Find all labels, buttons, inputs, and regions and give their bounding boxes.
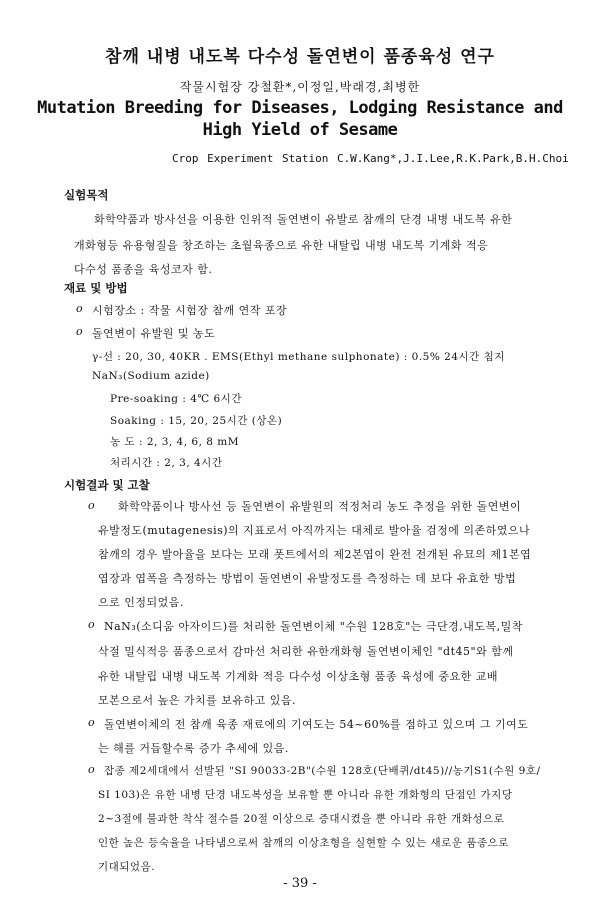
gamma-ray-line: γ-선 : 20, 30, 40KR . EMS(Ethyl methane sulphonate) : 0.5% 24시간 침지 — [92, 351, 505, 363]
bullet-marker: o — [76, 302, 83, 315]
section-heading-purpose: 실험목적 — [64, 188, 109, 202]
result-2-line: 모본으로서 높은 가치를 보유하고 있음. — [98, 694, 296, 707]
result-2-line: 삭절 밀식적응 품종으로서 감마선 처리한 유한개화형 돌연변이체인 "dt45"와 함께 — [98, 645, 514, 658]
bullet-marker: o — [88, 716, 95, 729]
title-english-line-1: Mutation Breeding for Diseases, Lodging Resistance and — [37, 98, 563, 118]
result-3-line: 는 해를 거듭할수록 증가 추세에 있음. — [98, 742, 289, 755]
purpose-line: 개화형등 유용형질을 창조하는 초월육종으로 유한 내탈립 내병 내도복 기계화 적응 — [74, 239, 489, 252]
result-4-line: 2~3절에 불과한 착삭 절수를 20절 이상으로 증대시켰을 뿐 아니라 유한 개화성으로 — [98, 813, 505, 825]
result-1-line: 유발정도(mutagenesis)의 지표로서 아직까지는 대체로 발아율 검정에 의존하였으나 — [98, 524, 531, 537]
soaking-line: Soaking : 15, 20, 25시간 (상온) — [110, 415, 283, 427]
bullet-marker: o — [88, 499, 95, 512]
bullet-marker: o — [88, 763, 95, 776]
authors-english: Crop Experiment Station C.W.Kang*,J.I.Lee,R.K.Park,B.H.Choi — [172, 152, 569, 165]
result-4-line: 인한 높은 등숙율을 나타냄으로써 참깨의 이상초형을 실현할 수 있는 새로운 품종으로 — [98, 837, 509, 849]
result-1-line: 엽장과 엽폭을 측정하는 방법이 돌연변이 유발정도를 측정하는 데 보다 유효한 방법 — [98, 572, 517, 585]
bullet-marker: o — [76, 325, 83, 338]
title-korean: 참깨 내병 내도복 다수성 돌연변이 품종육성 연구 — [105, 47, 495, 67]
sodium-azide-line: NaN₃(Sodium azide) — [92, 370, 210, 382]
bullet-marker: o — [88, 618, 95, 631]
page-number: - 39 - — [283, 876, 317, 891]
purpose-line: 화학약품과 방사선을 이용한 인위적 돌연변이 유발로 참깨의 단경 내병 내도복 유한 — [94, 213, 513, 226]
result-1-line: 화학약품이나 방사선 등 돌연변이 유발원의 적정처리 농도 추정을 위한 돌연변이 — [118, 500, 522, 513]
result-4-line: 기대되었음. — [98, 861, 156, 873]
purpose-line: 다수성 품종을 육성코자 함. — [74, 263, 213, 276]
result-4-line: SI 103)은 유한 내병 단경 내도복성을 보유할 뿐 아니라 유한 개화형의 단점인 가지당 — [98, 789, 513, 801]
result-2-line: 유한 내탈립 내병 내도복 기계화 적응 다수성 이상초형 품종 육성에 중요한 교배 — [98, 670, 498, 683]
treatment-time-line: 처리시간 : 2, 3, 4시간 — [110, 457, 223, 469]
result-1-line: 으로 인정되었음. — [98, 596, 184, 609]
concentration-line: 농 도 : 2, 3, 4, 6, 8 mM — [110, 436, 239, 448]
title-english-line-2: High Yield of Sesame — [202, 120, 398, 140]
result-4-line: 잡종 제2세대에서 선발된 "SI 90033-2B"(수원 128호(단배퀴/dt45)//농기S1(수원 9호/ — [104, 765, 541, 777]
materials-mutagens: 돌연변이 유발원 및 농도 — [92, 327, 216, 340]
section-heading-materials: 재료 및 방법 — [64, 281, 128, 295]
materials-site: 시험장소 : 작물 시험장 참깨 연작 포장 — [92, 304, 288, 317]
result-3-line: 돌연변이체의 전 참깨 육종 재료에의 기여도는 54~60%를 점하고 있으며 그 기여도 — [104, 718, 529, 731]
result-1-line: 참깨의 경우 발아율을 보다는 모래 폿트에서의 제2본엽이 완전 전개된 유묘의 제1본엽 — [98, 548, 532, 561]
authors-korean: 작물시험장 강철환*,이정일,박래경,최병한 — [179, 80, 421, 94]
presoaking-line: Pre-soaking : 4℃ 6시간 — [110, 393, 242, 405]
result-2-line: NaN₃(소디움 아자이드)를 처리한 돌연변이체 "수원 128호"는 극단경,내도복,밀착 — [104, 620, 523, 633]
section-heading-results: 시험결과 및 고찰 — [64, 478, 150, 492]
